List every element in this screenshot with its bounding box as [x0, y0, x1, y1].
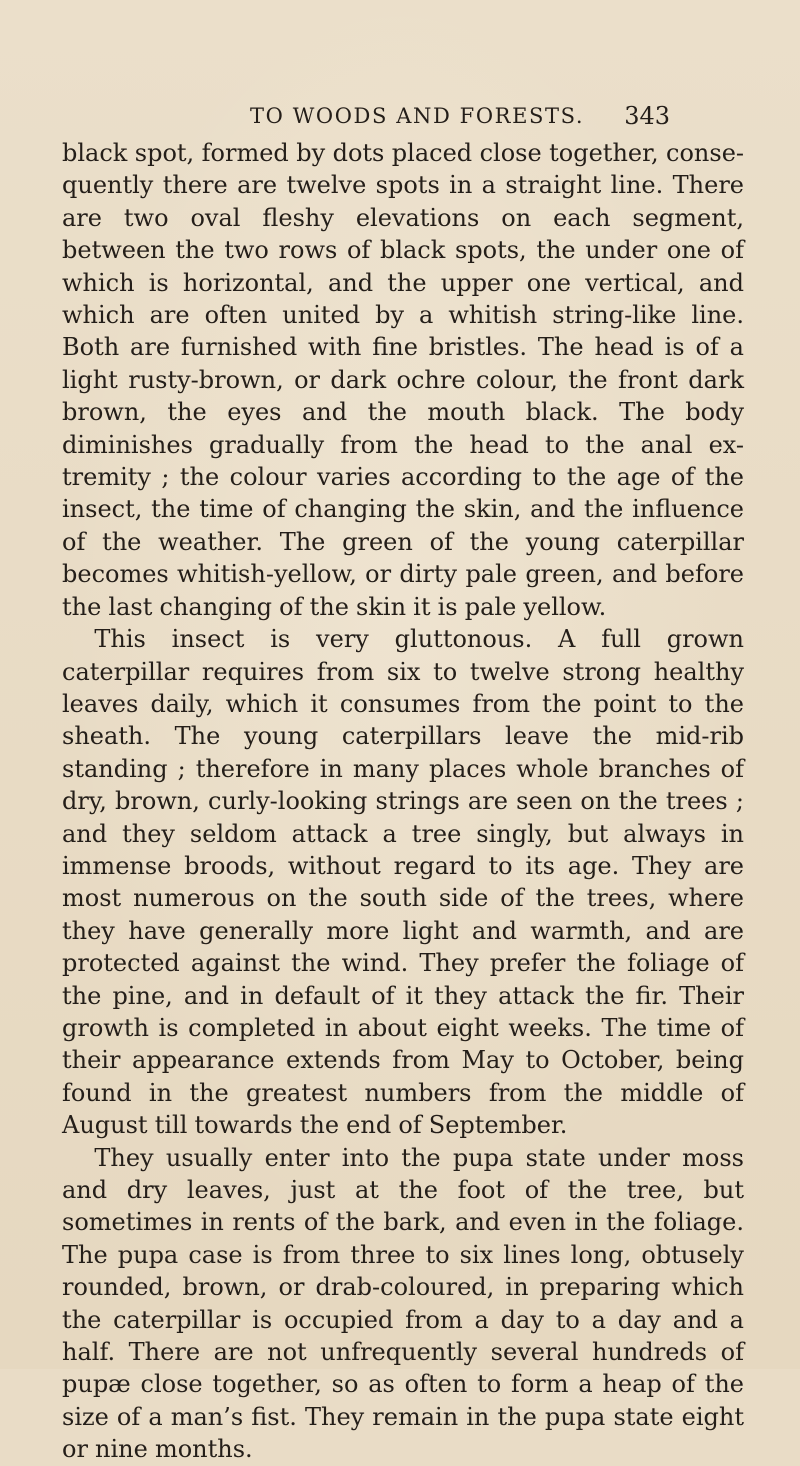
paragraph-continued: black spot, formed by dots placed close together, conse-quently there are twelve spots in a straight line. There are two oval fleshy elevations on each segment, between the two rows of black spots, the under one of which is horizontal, and the upper one vertical, and which are often united by a whitish string-like line. Both are furnished with fine bristles. The head is of a light rusty-brown, or dark ochre colour, the front dark brown, the eyes and the mouth black. The body diminishes gradually from the head to the anal ex-tremity ; the colour varies according to the age of the insect, the time of changing the skin, and the influence of the weather. The green of the young caterpillar becomes whitish-yellow, or dirty pale green, and before the last changing of the skin it is pale yellow. — [62, 139, 744, 621]
page-number: 343 — [624, 102, 670, 130]
body-text — [62, 137, 744, 1466]
paragraph-gluttonous: This insect is very gluttonous. A full grown caterpillar requires from six to twelve strong healthy leaves daily, which it consumes from the point to the sheath. The young caterpillars leave the mid-rib standing ; therefore in many places whole branches of dry, brown, curly-looking strings are seen on the trees ; and they seldom attack a tree singly, but always in immense broods, without regard to its age. They are most numerous on the south side of the trees, where they have generally more light and warmth, and are protected against the wind. They prefer the foliage of the pine, and in default of it they attack the fir. Their growth is completed in about eight weeks. The time of their appearance extends from May to October, being found in the greatest numbers from the middle of August till towards the end of September. — [62, 625, 744, 1140]
paragraph-pupa-state: They usually enter into the pupa state under moss and dry leaves, just at the foot of the tree, but sometimes in rents of the bark, and even in the foliage. The pupa case is from three to six lines long, obtusely rounded, brown, or drab-coloured, in preparing which the caterpillar is occupied from a day to a day and a half. There are not unfrequently several hundreds of pupæ close together, so as often to form a heap of the size of a man’s fist. They remain in the pupa state eight or nine months. — [62, 1143, 744, 1464]
running-head-title: TO WOODS AND FORESTS. — [250, 104, 585, 128]
running-head — [250, 104, 670, 138]
